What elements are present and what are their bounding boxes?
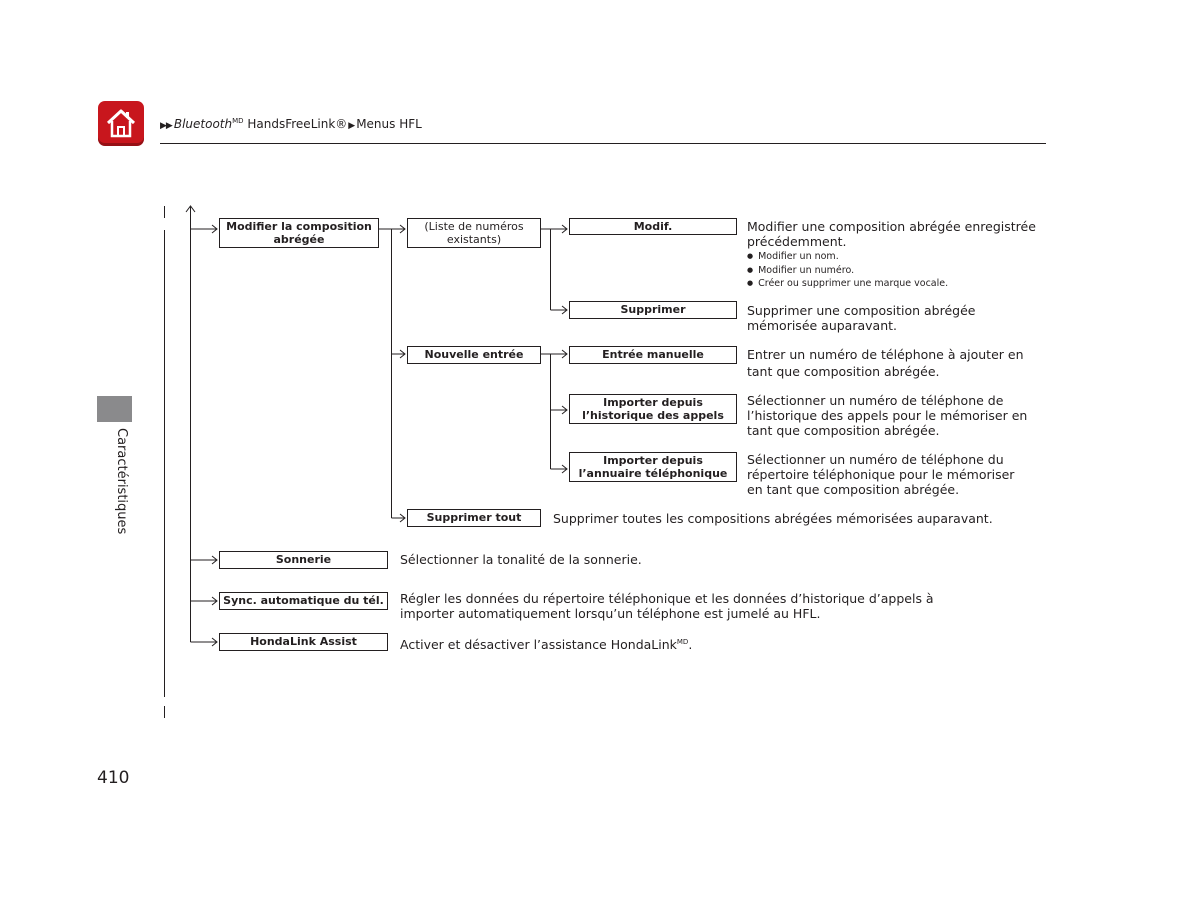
- menu-liste-numeros-label: (Liste de numéros existants): [424, 220, 524, 246]
- menu-sonnerie-label: Sonnerie: [275, 553, 332, 566]
- menu-entree-manuelle[interactable]: [569, 346, 737, 364]
- menu-importer-annuaire-label: Importer depuis l’annuaire téléphonique: [578, 454, 728, 480]
- menu-nouvelle-entree[interactable]: [407, 346, 541, 364]
- bullet-item: ● Modifier un nom.: [747, 250, 1037, 264]
- desc-hondalink: [400, 635, 800, 652]
- page-number: 410: [97, 768, 130, 788]
- menu-liste-numeros[interactable]: [407, 218, 541, 248]
- desc-supprimer: Supprimer une composition abrégée mémorisée auparavant.: [747, 303, 976, 333]
- menu-modifier-composition-label: Modifier la composition abrégée: [226, 220, 372, 246]
- menu-entree-manuelle-label: Entrée manuelle: [602, 348, 704, 361]
- bullet-item: ● Modifier un numéro.: [747, 264, 1037, 278]
- menu-modif[interactable]: [569, 218, 737, 235]
- desc-hondalink-trademark: MD: [676, 638, 689, 646]
- desc-supprimer-tout: Supprimer toutes les compositions abrégées mémorisées auparavant.: [553, 511, 993, 526]
- menu-hondalink-assist-label: HondaLink Assist: [250, 635, 357, 648]
- desc-importer-annuaire: Sélectionner un numéro de téléphone du répertoire téléphonique pour le mémoriser en tant que composition abrégée.: [747, 452, 1015, 497]
- menu-supprimer-tout-label: Supprimer tout: [426, 511, 522, 524]
- side-tab-label: Caractéristiques: [114, 428, 129, 535]
- breadcrumb-item-handsfreelink[interactable]: HandsFreeLink®: [247, 117, 348, 131]
- menu-modif-label: Modif.: [633, 220, 673, 233]
- triangle-icon: ▶: [348, 121, 356, 131]
- menu-sonnerie[interactable]: [219, 551, 388, 569]
- breadcrumb-item-bluetooth[interactable]: Bluetooth: [173, 117, 233, 131]
- menu-hondalink-assist[interactable]: [219, 633, 388, 651]
- desc-sync-auto: Régler les données du répertoire téléphonique et les données d’historique d’appels à importer automatiquement lorsqu’un téléphone est jumelé au HFL.: [400, 591, 934, 621]
- menu-sync-auto[interactable]: [219, 592, 388, 610]
- bullet-item: ● Créer ou supprimer une marque vocale.: [747, 277, 1037, 291]
- menu-supprimer[interactable]: [569, 301, 737, 319]
- menu-modifier-composition[interactable]: [219, 218, 379, 248]
- desc-hondalink-end: .: [688, 637, 693, 653]
- menu-importer-historique-label: Importer depuis l’historique des appels: [582, 396, 724, 422]
- desc-entree-manuelle: Entrer un numéro de téléphone à ajouter en tant que composition abrégée.: [747, 347, 1024, 379]
- desc-modif-bullets: [747, 250, 1037, 291]
- menu-sync-auto-label: Sync. automatique du tél.: [223, 594, 384, 607]
- menu-supprimer-label: Supprimer: [620, 303, 686, 316]
- menu-nouvelle-entree-label: Nouvelle entrée: [424, 348, 524, 361]
- menu-supprimer-tout[interactable]: [407, 509, 541, 527]
- desc-modif-text: Modifier une composition abrégée enregistrée précédemment.: [747, 219, 1036, 249]
- desc-hondalink-text: Activer et désactiver l’assistance HondaLink: [400, 637, 677, 653]
- breadcrumb-trademark: MD: [232, 117, 244, 125]
- desc-importer-historique: Sélectionner un numéro de téléphone de l’historique des appels pour le mémoriser en tant que composition abrégée.: [747, 393, 1028, 438]
- double-triangle-icon: ▶▶: [160, 121, 172, 131]
- menu-importer-historique[interactable]: [569, 394, 737, 424]
- desc-modif: [747, 219, 1037, 291]
- breadcrumb-item-menus-hfl[interactable]: Menus HFL: [356, 117, 422, 131]
- desc-sonnerie: Sélectionner la tonalité de la sonnerie.: [400, 552, 642, 567]
- menu-importer-annuaire[interactable]: [569, 452, 737, 482]
